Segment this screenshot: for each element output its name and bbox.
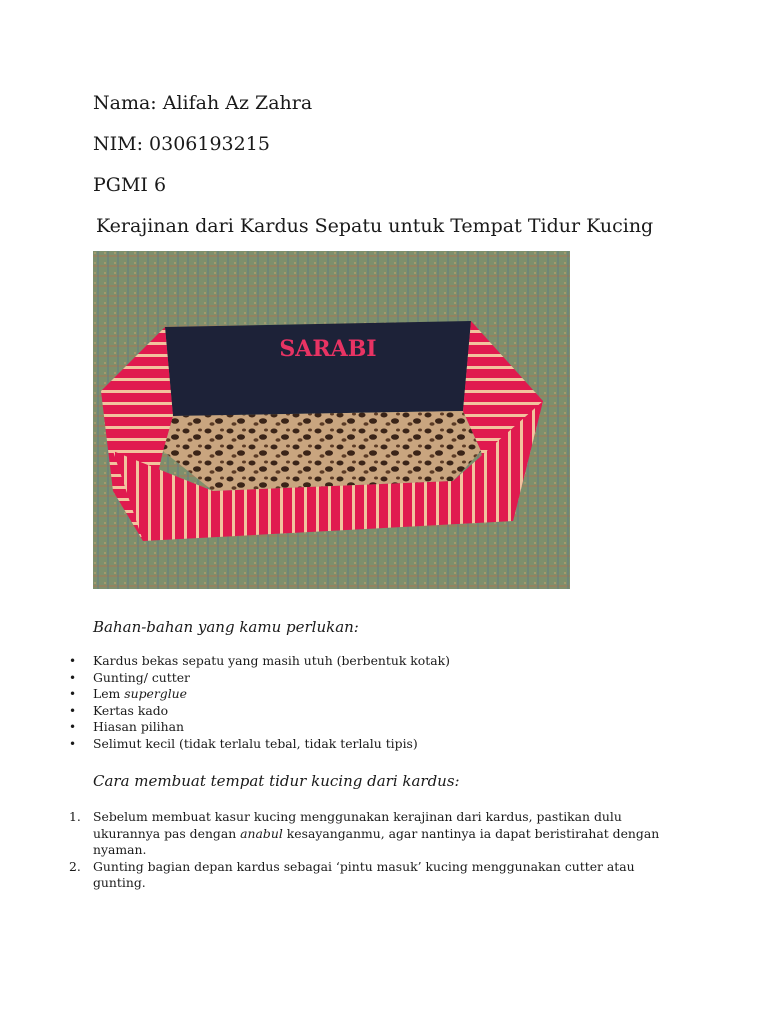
- list-item: • Kertas kado: [93, 703, 450, 720]
- step-number: 2.: [69, 858, 81, 874]
- steps-list: [69, 809, 668, 892]
- student-class: PGMI 6: [93, 174, 167, 196]
- list-item: • Kardus bekas sepatu yang masih utuh (berbentuk kotak): [93, 653, 450, 670]
- box-label: SARABI: [279, 336, 377, 362]
- list-item: • Hiasan pilihan: [93, 719, 450, 736]
- list-item: 1. Sebelum membuat kasur kucing menggunakan kerajinan dari kardus, pastikan dulu ukurannya pas dengan anabul kesayanganmu, agar nantinya ia dapat beristirahat dengan nyaman.: [69, 809, 660, 857]
- list-item: • Lem superglue: [93, 686, 450, 703]
- document-title: Kerajinan dari Kardus Sepatu untuk Tempat Tidur Kucing: [96, 215, 654, 237]
- cat-bed-photo: [93, 251, 570, 589]
- list-item: • Gunting/ cutter: [93, 670, 450, 687]
- steps-heading: Cara membuat tempat tidur kucing dari kardus:: [93, 772, 460, 790]
- materials-heading: Bahan-bahan yang kamu perlukan:: [93, 618, 359, 636]
- student-nim: NIM: 0306193215: [93, 133, 270, 155]
- list-item: 2. Gunting bagian depan kardus sebagai ‘pintu masuk’ kucing menggunakan cutter atau gunting.: [69, 858, 635, 890]
- student-name: Nama: Alifah Az Zahra: [93, 92, 313, 114]
- materials-list: [93, 653, 450, 752]
- step-number: 1.: [69, 809, 81, 824]
- list-item: • Selimut kecil (tidak terlalu tebal, tidak terlalu tipis): [93, 736, 450, 753]
- leopard-blanket: [163, 411, 481, 491]
